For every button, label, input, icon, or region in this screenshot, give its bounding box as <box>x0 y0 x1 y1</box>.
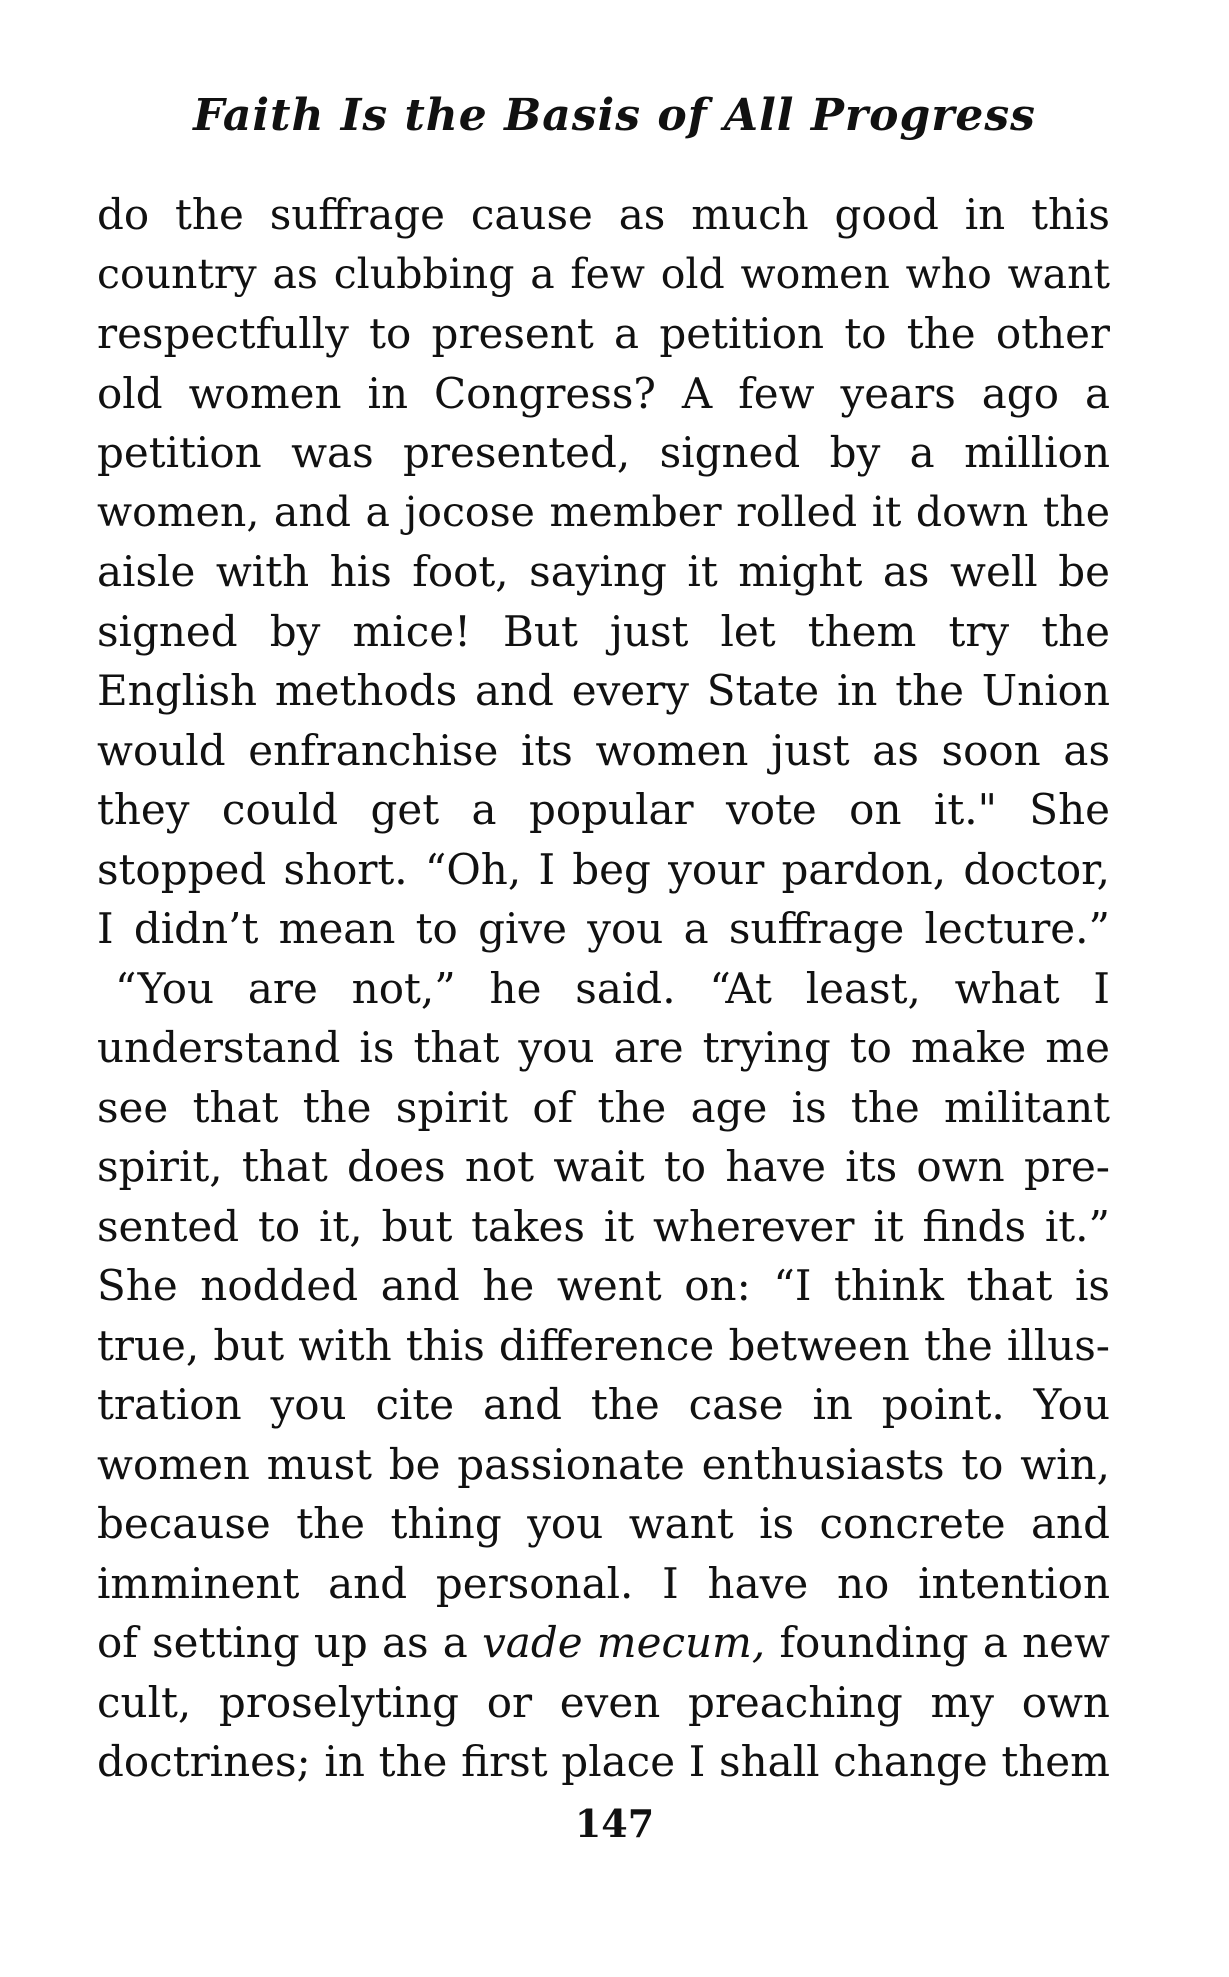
text-line-11: they could get a popular vote on it." She <box>97 785 1110 834</box>
text-line-4: old women in Congress? A few years ago a <box>97 368 1110 418</box>
text-line-26: cult, proselyting or even preaching my own <box>97 1677 1110 1727</box>
text-line-10: would enfranchise its women just as soon as <box>97 725 1110 775</box>
text-line-21: tration you cite and the case in point. You <box>97 1380 1110 1429</box>
text-line-8: signed by mice! But just let them try the <box>97 606 1110 656</box>
text-line-3: respectfully to present a petition to the other <box>97 309 1110 358</box>
text-line-22: women must be passionate enthusiasts to win, <box>97 1439 1110 1489</box>
body-text <box>97 185 1110 1792</box>
text-line-27: doctrines; in the first place I shall change them <box>97 1737 1110 1786</box>
text-line-5: petition was presented, signed by a million <box>97 428 1110 477</box>
text-line-20: true, but with this difference between the illus- <box>97 1320 1110 1370</box>
text-segment: founding a new <box>765 1618 1110 1667</box>
text-line-15: understand is that you are trying to make me <box>97 1023 1110 1072</box>
text-line-2: country as clubbing a few old women who want <box>97 249 1110 298</box>
text-line-16: see that the spirit of the age is the militant <box>97 1082 1110 1132</box>
text-line-1: do the suffrage cause as much good in this <box>97 190 1110 239</box>
text-line-24: imminent and personal. I have no intention <box>97 1558 1110 1608</box>
text-line-25 <box>97 1613 1110 1673</box>
running-title: Faith Is the Basis of All Progress <box>193 90 1036 141</box>
text-line-6: women, and a jocose member rolled it down the <box>97 487 1110 536</box>
text-line-23: because the thing you want is concrete and <box>97 1499 1110 1548</box>
text-line-19: She nodded and he went on: “I think that is <box>97 1261 1110 1310</box>
text-line-17: spirit, that does not wait to have its own pre- <box>97 1142 1110 1191</box>
page-number: 147 <box>574 1801 655 1846</box>
text-line-9: English methods and every State in the Union <box>97 666 1110 715</box>
text-line-18: sented to it, but takes it wherever it finds it.” <box>97 1201 1110 1251</box>
text-line-7: aisle with his foot, saying it might as well be <box>97 547 1110 596</box>
text-line-12: stopped short. “Oh, I beg your pardon, doctor, <box>97 844 1110 894</box>
text-line-13: I didn’t mean to give you a suffrage lecture.” <box>97 904 1110 953</box>
italic-phrase: vade mecum, <box>482 1618 766 1667</box>
text-segment: of setting up as a <box>97 1618 483 1667</box>
text-line-14: “You are not,” he said. “At least, what I <box>115 963 1110 1013</box>
